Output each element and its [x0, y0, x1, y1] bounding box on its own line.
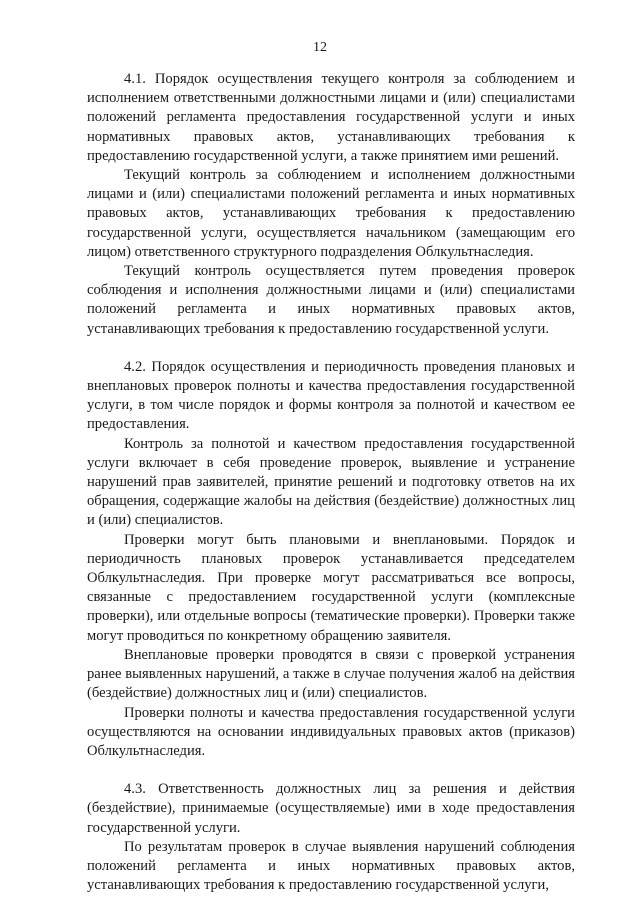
paragraph: Проверки могут быть плановыми и внеплановыми. Порядок и периодичность плановых проверок устанавливается председателем Облкультнаследия. При проверке могут рассматриваться все вопросы, связанные с предоставлением государственной услуги (комплексные проверки), или отдельные вопросы (тематические проверки). Проверки также могут проводиться по конкретному обращению заявителя.	[87, 531, 575, 644]
paragraph: 4.2. Порядок осуществления и периодичность проведения плановых и внеплановых проверок полноты и качества предоставления государственной услуги, в том числе порядок и формы контроля за полнотой и качеством ее предоставления.	[87, 358, 575, 433]
section-4-2	[87, 358, 575, 761]
paragraph: По результатам проверок в случае выявления нарушений соблюдения положений регламента и иных нормативных правовых актов, устанавливающих требования к предоставлению государственной услуги,	[87, 838, 575, 894]
paragraph: Текущий контроль осуществляется путем проведения проверок соблюдения и исполнения должностными лицами и (или) специалистами положений регламента и иных нормативных правовых актов, устанавливающих требования к предоставлению государственной услуги.	[87, 263, 575, 337]
page-number: 12	[313, 40, 327, 55]
paragraph: Внеплановые проверки проводятся в связи с проверкой устранения ранее выявленных нарушений, а также в случае получения жалоб на действия (бездействие) должностных лиц и (или) специалистов.	[87, 646, 575, 702]
paragraph: Текущий контроль за соблюдением и исполнением должностными лицами и (или) специалистами положений регламента и иных нормативных правовых актов, устанавливающих требования к предоставлению государственной услуги, осуществляется начальником (замещающим его лицом) ответственного структурного подразделения Облкультнаследия.	[87, 167, 575, 260]
section-4-3	[87, 780, 575, 895]
paragraph: Проверки полноты и качества предоставления государственной услуги осуществляются на основании индивидуальных правовых актов (приказов) Облкультнаследия.	[87, 704, 575, 759]
paragraph: Контроль за полнотой и качеством предоставления государственной услуги включает в себя проведение проверок, выявление и устранение нарушений прав заявителей, принятие решений и подготовку ответов на их обращения, содержащие жалобы на действия (бездействие) должностных лиц и (или) специалистов.	[87, 435, 575, 529]
document-body	[87, 70, 575, 895]
section-4-1	[87, 70, 575, 339]
paragraph: 4.3. Ответственность должностных лиц за решения и действия (бездействие), принимаемые (осуществляемые) ими в ходе предоставления государственной услуги.	[87, 781, 575, 836]
paragraph: 4.1. Порядок осуществления текущего контроля за соблюдением и исполнением ответственными должностными лицами и (или) специалистами положений регламента предоставления государственной услуги и иных нормативных правовых актов, устанавливающих требования к предоставлению государственной услуги, а также принятием ими решений.	[87, 71, 575, 164]
section-gap	[87, 761, 575, 780]
section-gap	[87, 339, 575, 358]
